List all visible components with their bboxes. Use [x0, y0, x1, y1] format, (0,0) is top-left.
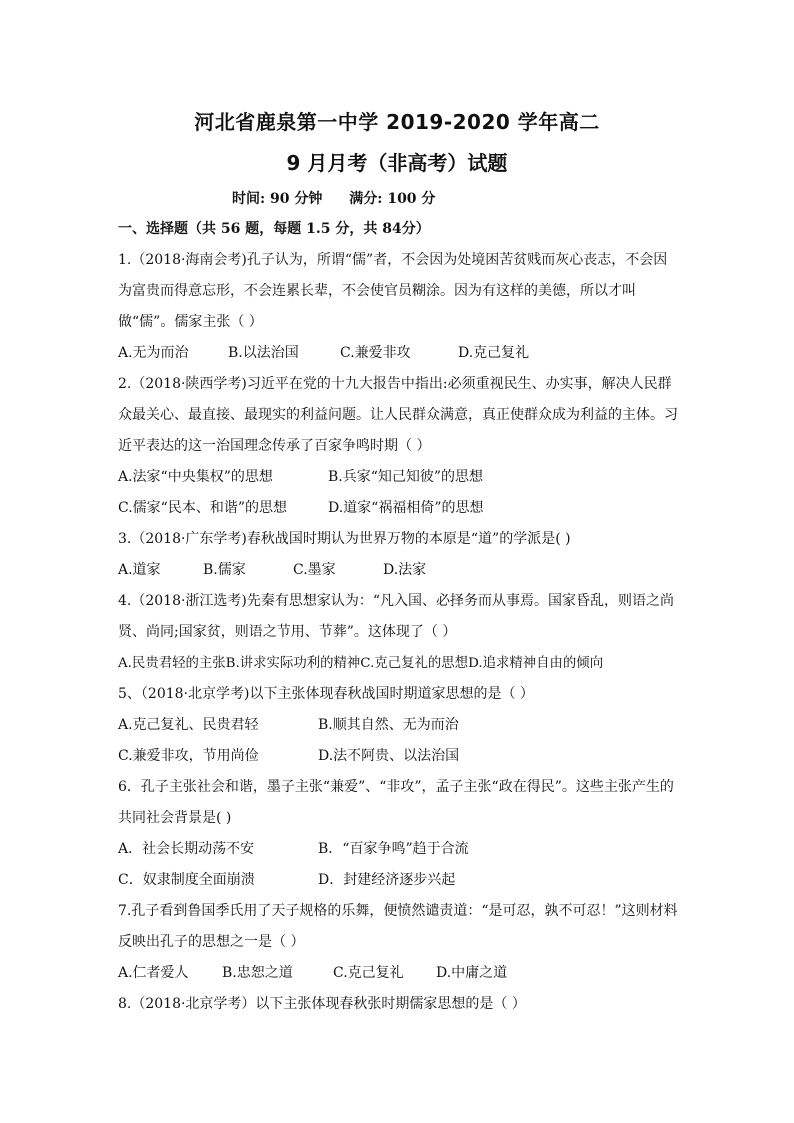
exam-time: 时间: 90 分钟: [232, 191, 323, 207]
exam-score: 满分: 100 分: [349, 191, 436, 207]
question-2-options-row2: [118, 493, 678, 524]
question-2-options-row1: [118, 462, 678, 493]
option-d: D.追求精神自由的倾向: [468, 656, 604, 671]
question-5-options-row1: [118, 710, 678, 741]
option-d: D.法家: [383, 562, 427, 578]
question-5: 5、（2018·北京学考)以下主张体现春秋战国时期道家思想的是（ ）: [118, 686, 534, 702]
option-b: B.顺其自然、无为而治: [318, 717, 459, 733]
option-d: D.中庸之道: [436, 965, 508, 981]
question-6-options-row2: [118, 865, 678, 896]
question-5-options-row2: [118, 741, 678, 772]
option-a: A.无为而治: [118, 345, 189, 361]
question-1: 1.（2018·海南会考)孔子认为，所谓“儒”者，不会因为处境困苦贫贱而灰心丧志，不会因为富贵而得意忘形，不会连累长辈，不会使官员糊涂。因为有这样的美德，所以才叫做“儒”。儒家主张（ ）: [118, 252, 668, 330]
question-2: 2.（2018·陕西学考)习近平在党的十九大报告中指出:必须重视民生、办实事，解决人民群众最关心、最直接、最现实的利益问题。让人民群众满意，真正使群众成为利益的主体。习近平表达的这一治国理念传承了百家争鸣时期（ ）: [118, 376, 678, 454]
document-title-line1: 河北省鹿泉第一中学 2019-2020 学年高二: [194, 110, 600, 134]
option-c: C.兼爱非攻: [340, 345, 411, 361]
option-a: A.克己复礼、民贵君轻: [118, 717, 259, 733]
question-7: 7.孔子看到鲁国季氏用了天子规格的乐舞，便愤然谴责道：“是可忍，孰不可忍！”这则材料反映出孔子的思想之一是（ ）: [118, 903, 678, 950]
option-d: D.克己复礼: [458, 345, 530, 361]
option-c: C.克己复礼的思想: [360, 656, 469, 671]
option-b: B.儒家: [203, 562, 246, 578]
section-title: 一、选择题（共 56 题，每题 1.5 分，共 84分）: [118, 221, 430, 237]
question-4: 4.（2018·浙江选考)先秦有思想家认为：“凡入国、必择务而从事焉。国家昏乱，则语之尚贤、尚同;国家贫，则语之节用、节葬”。这体现了（ ）: [118, 593, 675, 640]
option-a: A.仁者爱人: [118, 965, 189, 981]
option-d: D.法不阿贵、以法治国: [318, 748, 460, 764]
option-d: D．封建经济逐步兴起: [318, 872, 456, 888]
option-c: C.兼爱非攻，节用尚俭: [118, 748, 259, 764]
option-a: A.民贵君轻的主张: [118, 656, 226, 671]
question-3-options: [118, 555, 678, 586]
option-b: B．“百家争鸣”趋于合流: [318, 841, 469, 857]
option-b: B.忠恕之道: [222, 965, 293, 981]
exam-meta: [232, 188, 435, 208]
option-b: B.以法治国: [228, 345, 299, 361]
question-8: 8.（2018·北京学考）以下主张体现春秋张时期儒家思想的是（ ）: [118, 996, 526, 1012]
option-c: C．奴隶制度全面崩溃: [118, 872, 255, 888]
question-list: [118, 214, 678, 1020]
option-c: C.克己复礼: [333, 965, 404, 981]
question-6-options-row1: [118, 834, 678, 865]
option-a: A.法家“中央集权”的思想: [118, 469, 273, 485]
option-a: A．社会长期动荡不安: [118, 841, 255, 857]
option-b: B.兵家“知己知彼”的思想: [328, 469, 484, 485]
option-c: C.墨家: [293, 562, 336, 578]
question-1-options: [118, 338, 678, 369]
question-7-options: [118, 958, 678, 989]
document-title-line2: 9 月月考（非高考）试题: [286, 151, 508, 175]
question-3: 3.（2018·广东学考)春秋战国时期认为世界万物的本原是“道”的学派是( ): [118, 531, 571, 547]
question-6: 6．孔子主张社会和谐，墨子主张“兼爱”、“非攻”，孟子主张“政在得民”。这些主张产生的共同社会背景是( ): [118, 779, 674, 826]
question-4-options: [118, 648, 678, 679]
option-c: C.儒家“民本、和谐”的思想: [118, 500, 287, 516]
option-d: D.道家“祸福相倚”的思想: [328, 500, 484, 516]
option-a: A.道家: [118, 562, 161, 578]
option-b: B.讲求实际功利的精神: [225, 656, 361, 671]
